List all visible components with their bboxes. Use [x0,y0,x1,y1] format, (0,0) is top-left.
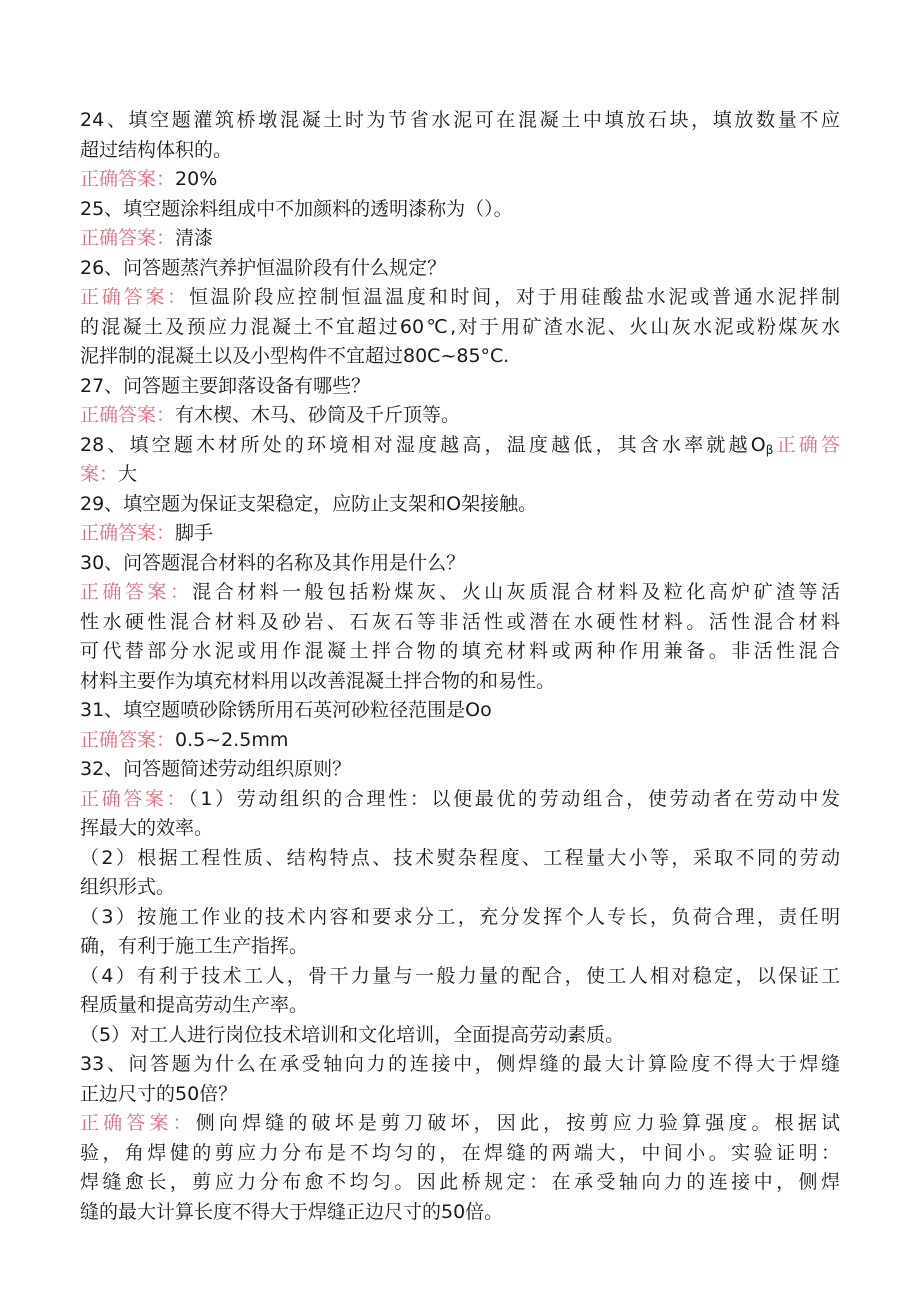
q27-answer-text: 有木楔、木马、砂筒及千斤顶等。 [175,404,461,426]
q26-answer-line-1: 恒温阶段应控制恒温温度和时间，对于用硅酸盐水泥或普通水泥拌制 [188,286,840,308]
q25-line-1: 25、填空题涂料组成中不加颜料的透明漆称为（）。 [80,197,513,220]
q26-answer-line-3: 泥拌制的混凝土以及小型构件不宜超过80C~85°C. [80,345,510,367]
q26-line-1: 26、问答题蒸汽养护恒温阶段有什么规定？ [80,256,447,279]
q29-answer [80,519,840,549]
q32-point-2-line-2: 组织形式。 [80,876,176,898]
q33-line-1: 33、问答题为什么在承受轴向力的连接中，侧焊缝的最大计算险度不得大于焊缝 [80,1053,840,1075]
q28-subscript: β [765,442,774,457]
q32-point-4-line-2: 程质量和提高劳动生产率。 [80,994,309,1016]
q33-answer-line-3: 焊缝愈长，剪应力分布愈不均匀。因此桥规定：在承受轴向力的连接中，侧焊 [80,1171,840,1193]
answer-label: 正确答案： [80,581,193,603]
q26-answer [80,283,840,313]
q32-point-3-line-1: （3）按施工作业的技术内容和要求分工，充分发挥个人专长，负荷合理，责任明 [80,905,840,928]
q31-answer-text: 0.5~2.5mm [175,728,289,751]
q33-answer-line-1: 侧向焊缝的破坏是剪刀破坏，因此，按剪应力验算强度。根据试 [195,1112,840,1134]
q30-answer-line-1: 混合材料一般包括粉煤灰、火山灰质混合材料及粒化高炉矿渣等活 [192,581,840,603]
q32-point-4-line-1: （4）有利于技术工人，骨干力量与一般力量的配合，使工人相对稳定，以保证工 [80,964,840,987]
q28-answer-label-part-2: 案： [80,463,119,485]
q31-line-1: 31、填空题喷砂除锈所用石英河砂粒径范围是Oo [80,699,492,721]
q30-answer [80,578,840,608]
answer-label: 正确答案： [80,728,176,751]
q30-answer-line-2: 性水硬性混合材料及砂岩、石灰石等非活性或潜在水硬性材料。活性混合材料 [80,610,840,633]
q33-line-2: 正边尺寸的50倍？ [80,1082,238,1105]
q33-answer-line-4: 缝的最大计算长度不得大于焊缝正边尺寸的50倍。 [80,1200,504,1223]
q24-answer [80,165,840,195]
q27-answer [80,401,840,431]
q28-answer-label-part-1: 正确答 [773,433,840,456]
answer-label: 正确答案： [80,404,176,426]
q29-line-1: 29、填空题为保证支架稳定，应防止支架和O架接触。 [80,492,538,515]
q32-point-2-line-1: （2）根据工程性质、结构特点、技术熨杂程度、工程量大小等，采取不同的劳动 [80,846,840,869]
q24-line-1: 24、填空题灌筑桥墩混凝土时为节省水泥可在混凝土中填放石块，填放数量不应 [80,109,840,131]
answer-label: 正确答案： [80,227,176,249]
q28-line-1 [80,431,840,461]
q25-answer [80,224,840,254]
q33-answer-line-2: 验，角焊健的剪应力分布是不均匀的，在焊缝的两端大，中间小。实验证明： [80,1141,840,1164]
q24-answer-text: 20% [175,168,218,190]
q30-line-1: 30、问答题混合材料的名称及其作用是什么？ [80,551,466,574]
q29-answer-text: 脚手 [175,522,214,544]
q32-answer-line-2: 挥最大的效率。 [80,817,214,839]
q32-point-5: （5）对工人进行岗位技术培训和文化培训，全面提高劳动素质。 [80,1023,625,1046]
q28-question-text: 28、填空题木材所处的环境相对湿度越高，温度越低，其含水率就越O [80,433,766,456]
q31-answer [80,726,840,756]
q32-line-1: 32、问答题简述劳动组织原则？ [80,758,352,780]
answer-label: 正确答案： [80,787,189,810]
q30-answer-line-4: 材料主要作为填充材料用以改善混凝土拌合物的和易性。 [80,669,556,692]
q32-answer-line-1: （1）劳动组织的合理性：以便最优的劳动组合，使劳动者在劳动中发 [188,787,840,810]
q27-line-1: 27、问答题主要卸落设备有哪些？ [80,374,371,397]
answer-label: 正确答案： [80,522,176,544]
q26-answer-line-2: 的混凝土及预应力混凝土不宜超过60℃,对于用矿渣水泥、火山灰水泥或粉煤灰水 [80,315,840,338]
q32-answer [80,785,840,815]
answer-label: 正确答案： [80,286,189,308]
q32-point-3-line-2: 确，有利于施工生产指挥。 [80,935,309,957]
document-page [80,106,840,1227]
q25-answer-text: 清漆 [175,227,214,249]
answer-label: 正确答案： [80,1112,196,1134]
q28-answer [80,460,840,490]
q28-answer-text: 大 [118,463,138,485]
q33-answer [80,1109,840,1139]
q24-line-2: 超过结构体积的。 [80,138,233,161]
q30-answer-line-3: 可代替部分水泥或用作混凝土拌合物的填充材料或两种作用兼备。非活性混合 [80,640,840,662]
answer-label: 正确答案： [80,168,176,190]
